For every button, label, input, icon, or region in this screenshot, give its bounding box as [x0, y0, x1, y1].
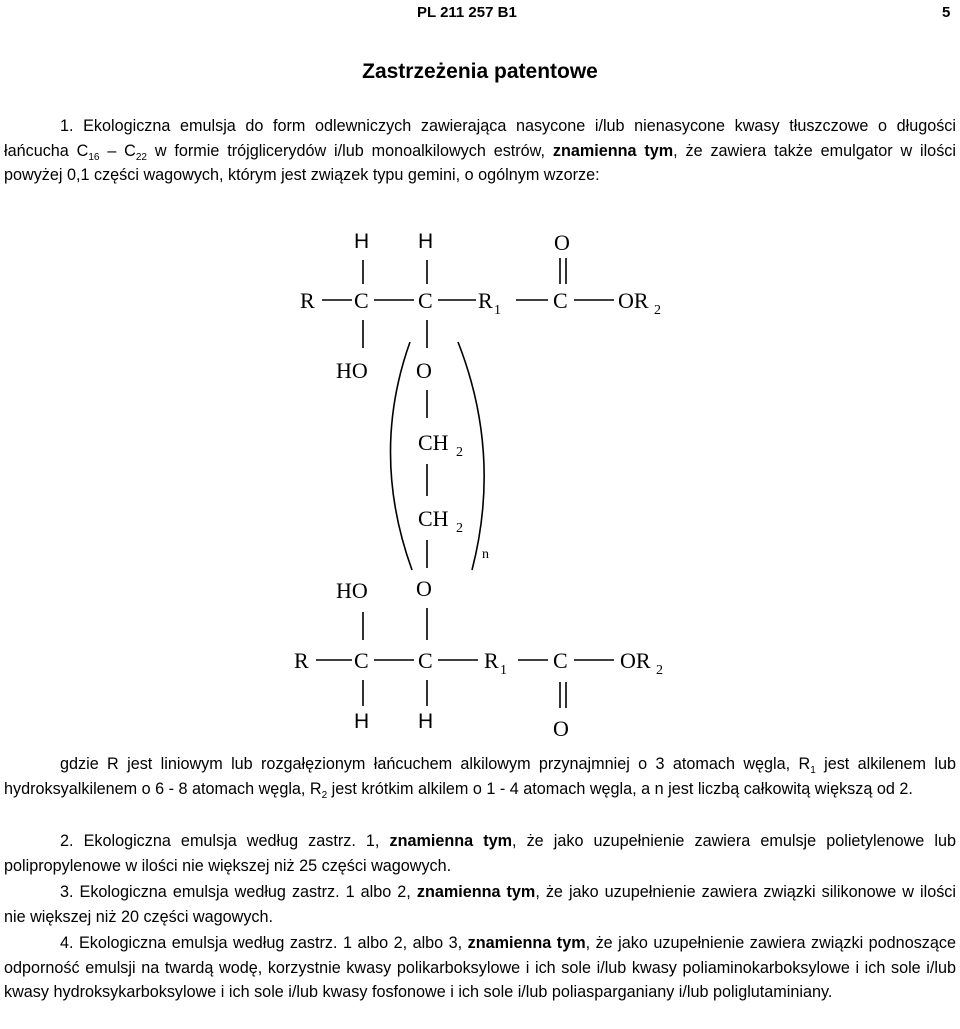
document-number: PL 211 257 B1 — [417, 4, 517, 21]
ch2-subscript-1: 2 — [456, 445, 463, 460]
atom-h-top-2: H — [418, 230, 434, 253]
claim-keyword: znamienna tym — [389, 832, 513, 850]
atom-o-bottom: O — [553, 716, 569, 741]
symbol-definitions: gdzie R jest liniowym lub rozgałęzionym łańcuchem alkilowym przynajmniej o 3 atomach węgla, $R_1$ jest alkilenem lub hydroksyalkilenem o 6 - 8 atomach węgla, $R_2$ jest krótkim alkilem o 1 - 4 atomach węgla, a n jest liczbą całkowitą większą od 2. — [4, 755, 957, 801]
claim-1: 1. Ekologiczna emulsja do form odlewniczych zawierająca nasycone i/lub nienasycone kwasy tłuszczowe o długości łańcucha $C_{16} - C_{22}$ w formie trójglicerydów i/lub monoalkilowych estrów, znamienna tym, że zawiera także emulgator w ilości powyżej 0,1 części wagowych, którym jest związek typu gemini, o ogólnym wzorze: — [4, 117, 956, 184]
group-ch2-2: CH — [418, 506, 449, 531]
claim-4: 4. Ekologiczna emulsja według zastrz. 1 albo 2, albo 3, znamienna tym, że jako uzupełnienie zawiera związki podnoszące odporność emulsji na twardą wodę, korzystnie kwasy polikarboksylowe i ich sole i/lub kwasy poliaminokarboksylowe i ich sole i/lub kwasy hydroksykarboksylowe i ich sole i/lub kwasy fosfonowe i ich sole i/lub poliasparganiany i/lub poliglutaminiany. — [4, 934, 956, 1001]
atom-c-top-2: C — [418, 288, 433, 313]
claim-keyword: znamienna tym — [467, 934, 586, 952]
group-ho-top: HO — [336, 358, 368, 383]
atom-c-bottom-2: C — [418, 648, 433, 673]
group-r-top: R — [300, 288, 315, 313]
atom-h-top-1: H — [354, 230, 370, 253]
group-r1-bottom: R — [484, 648, 499, 673]
group-or2-top: OR — [618, 288, 649, 313]
atom-c-top-3: C — [553, 288, 568, 313]
atom-o-top: O — [554, 230, 570, 255]
group-ho-bottom: HO — [336, 578, 368, 603]
atom-h-bottom-1: H — [354, 710, 370, 733]
claim-2: 2. Ekologiczna emulsja według zastrz. 1, znamienna tym, że jako uzupełnienie zawiera emulsje polietylenowe lub polipropylenowe w ilości nie większej niż 25 części wagowych. — [4, 832, 956, 875]
or2-subscript: 2 — [654, 303, 661, 318]
claim-number: 1. — [60, 117, 74, 135]
atom-c-bottom-1: C — [354, 648, 369, 673]
group-ch2-1: CH — [418, 430, 449, 455]
atom-c-top-1: C — [354, 288, 369, 313]
atom-o-bridge-bottom: O — [416, 576, 432, 601]
claim-keyword: znamienna tym — [416, 883, 536, 901]
section-title: Zastrzeżenia patentowe — [362, 60, 598, 83]
atom-h-bottom-2: H — [418, 710, 434, 733]
gemini-structural-formula — [280, 222, 680, 742]
bracket-left — [390, 342, 412, 570]
page-number: 5 — [942, 4, 951, 21]
r1-subscript: 1 — [494, 303, 501, 318]
atom-o-bridge-top: O — [416, 358, 432, 383]
claim-3: 3. Ekologiczna emulsja według zastrz. 1 albo 2, znamienna tym, że jako uzupełnienie zawiera związki silikonowe w ilości nie większej niż 20 części wagowych. — [4, 883, 956, 926]
or2-subscript-bottom: 2 — [656, 663, 663, 678]
repeat-count-n: n — [482, 547, 489, 562]
group-r-bottom: R — [294, 648, 309, 673]
claim-keyword: znamienna tym — [552, 141, 674, 160]
r1-subscript-bottom: 1 — [500, 663, 507, 678]
group-r1-top: R — [478, 288, 493, 313]
group-or2-bottom: OR — [620, 648, 651, 673]
atom-c-bottom-3: C — [553, 648, 568, 673]
ch2-subscript-2: 2 — [456, 521, 463, 536]
